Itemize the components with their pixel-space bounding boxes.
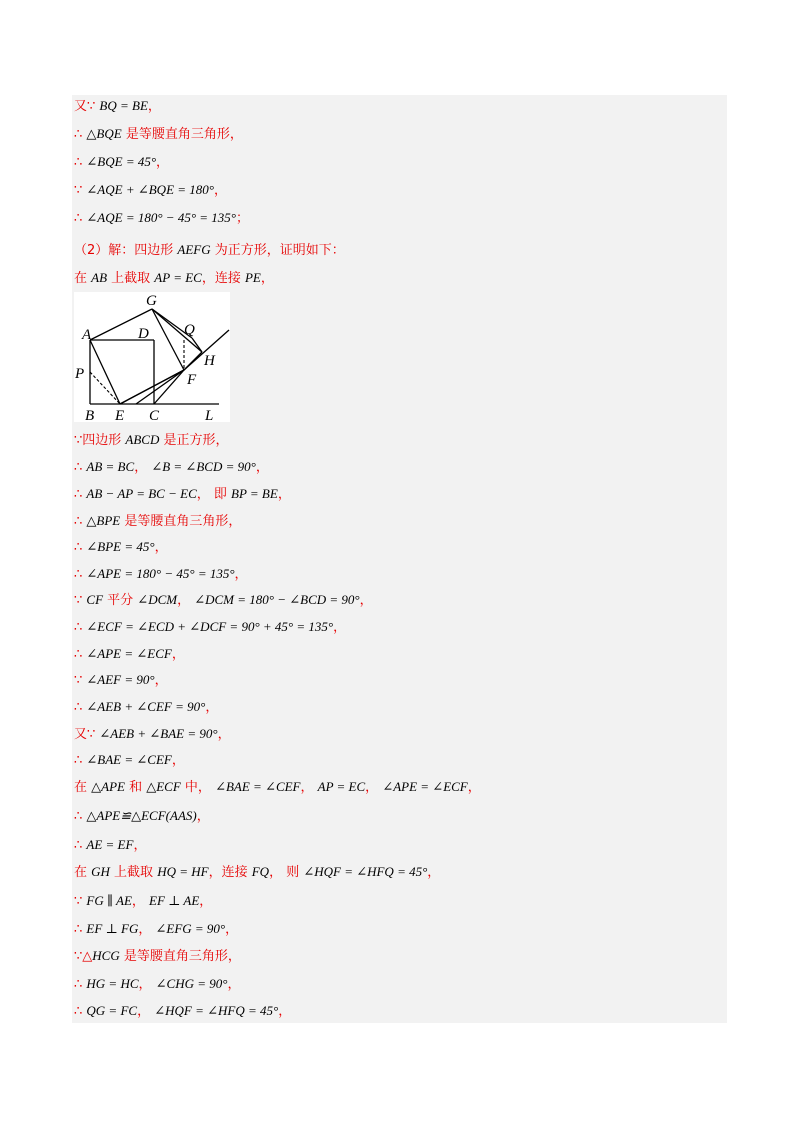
solution-line (74, 458, 269, 477)
explanation-text: ∴ (74, 809, 87, 824)
explanation-text: 和 (124, 780, 147, 795)
math-expression: ABCD (125, 432, 160, 447)
solution-line (74, 565, 248, 584)
geometry-figure (74, 292, 230, 422)
math-expression: ∠DCM = 180° − ∠BCD = 90° (194, 592, 360, 607)
label-h: H (204, 353, 215, 369)
solution-line (74, 863, 440, 882)
solution-line (74, 538, 168, 557)
explanation-text: ， 即 (196, 487, 232, 502)
explanation-text: ∴ (74, 540, 87, 555)
explanation-text: ∵ (74, 183, 87, 198)
solution-line (74, 591, 373, 610)
math-expression: ∠APE = ∠ECF (86, 646, 172, 661)
explanation-text: ， (171, 647, 185, 662)
explanation-text: ， (154, 673, 168, 688)
explanation-text: 中， (180, 780, 216, 795)
solution-line (74, 920, 238, 939)
explanation-text: 平分 (103, 593, 138, 608)
solution-line (74, 431, 229, 450)
explanation-text: ， (156, 155, 170, 170)
math-expression: ∠BPE = 45° (86, 539, 155, 554)
explanation-text: ， (138, 977, 156, 992)
explanation-text: ， (196, 809, 210, 824)
explanation-text: ， (177, 593, 195, 608)
math-expression: HQ = HF (157, 864, 209, 879)
math-expression: ∠BQE = 45° (86, 154, 157, 169)
solution-line (74, 778, 481, 797)
explanation-text: ∴ (74, 922, 87, 937)
math-expression: HCG (92, 948, 120, 963)
explanation-text: ∴ (74, 620, 87, 635)
solution-line (74, 836, 146, 855)
math-expression: ∠AEB + ∠BAE = 90° (99, 726, 218, 741)
math-expression: ∠APE = 180° − 45° = 135° (86, 566, 235, 581)
explanation-text: ∴ (74, 977, 87, 992)
math-expression: FG ∥ AE (86, 893, 132, 908)
math-expression: △APE (91, 779, 125, 794)
explanation-text: ∵ (74, 673, 87, 688)
math-expression: AP = EC (154, 270, 202, 285)
segment-hf (184, 352, 202, 370)
explanation-text: ∴ (74, 1004, 87, 1019)
math-expression: AB − AP = BC − EC (86, 486, 197, 501)
label-p: P (75, 366, 85, 382)
math-expression: △ECF (146, 779, 181, 794)
explanation-text: ， (131, 894, 150, 909)
explanation-text: ∴ (74, 155, 87, 170)
explanation-text: 上截取 (109, 865, 158, 880)
explanation-text: ∵ (74, 593, 87, 608)
label-a: A (82, 327, 92, 343)
math-expression: EF ⊥ AE (149, 893, 200, 908)
explanation-text: 又∵ (74, 99, 100, 114)
explanation-text: 是等腰直角三角形， (119, 949, 241, 964)
label-d: D (138, 326, 149, 342)
explanation-text: ； (235, 211, 249, 226)
math-expression: FQ (251, 864, 270, 879)
solution-line (74, 751, 185, 770)
math-expression: AB = BC (86, 459, 135, 474)
explanation-text: ， (171, 753, 185, 768)
math-expression: ∠ECF = ∠ECD + ∠DCF = 90° + 45° = 135° (86, 619, 334, 634)
label-q: Q (184, 322, 195, 338)
explanation-text: ∴ (74, 460, 87, 475)
explanation-text: ，连接 (201, 271, 245, 286)
solution-line (74, 181, 227, 200)
explanation-text: ∴ (74, 487, 87, 502)
solution-line (74, 807, 210, 826)
label-g: G (146, 293, 157, 309)
explanation-text: ， (255, 460, 269, 475)
explanation-text: ， (277, 487, 291, 502)
explanation-text: ， (225, 922, 239, 937)
solution-line (74, 892, 212, 911)
label-c: C (149, 408, 160, 422)
solution-line (74, 485, 291, 504)
explanation-text: ∵△ (74, 949, 93, 964)
explanation-text: 在 (74, 865, 92, 880)
math-expression: AEFG (177, 242, 211, 257)
segment-ef2 (120, 370, 184, 404)
explanation-text: ， (137, 1004, 155, 1019)
explanation-text: ∵四边形 (74, 433, 126, 448)
solution-line (74, 698, 218, 717)
solution-line (74, 209, 249, 228)
label-e: E (115, 408, 125, 422)
explanation-text: 是等腰直角三角形， (121, 127, 243, 142)
explanation-text: ， (427, 865, 441, 880)
solution-line (74, 975, 240, 994)
math-expression: GH (91, 864, 110, 879)
explanation-text: ∴ (74, 647, 87, 662)
explanation-text: ， (138, 922, 156, 937)
solution-line (74, 1002, 291, 1021)
solution-line (74, 947, 241, 966)
solution-line (74, 269, 274, 288)
math-expression: AP = EC (317, 779, 366, 794)
math-expression: ∠APE = ∠ECF (382, 779, 468, 794)
solution-line (74, 153, 169, 172)
math-expression: ∠EFG = 90° (155, 921, 226, 936)
label-l: L (205, 408, 214, 422)
explanation-text: （2）解：四边形 (74, 243, 178, 258)
solution-line (74, 512, 241, 531)
solution-line (74, 645, 185, 664)
explanation-text: ， (134, 460, 152, 475)
math-expression: QG = FC (86, 1003, 138, 1018)
math-expression: ∠AEF = 90° (86, 672, 155, 687)
explanation-text: ， (199, 894, 213, 909)
explanation-text: ， (359, 593, 373, 608)
label-b: B (85, 408, 95, 422)
explanation-text: ， (278, 1004, 292, 1019)
explanation-text: 在 (74, 780, 92, 795)
explanation-text: ， (227, 977, 241, 992)
geometry-svg (74, 292, 230, 422)
explanation-text: ∴ (74, 700, 87, 715)
explanation-text: 在 (74, 271, 92, 286)
label-f: F (187, 372, 197, 388)
explanation-text: ， (467, 780, 481, 795)
math-expression: ∠CHG = 90° (155, 976, 228, 991)
explanation-text: ∴ (74, 753, 87, 768)
content-panel (72, 95, 727, 1023)
math-expression: HG = HC (86, 976, 139, 991)
math-expression: ∠DCM (137, 592, 178, 607)
explanation-text: ∴ (74, 567, 87, 582)
math-expression: ∠AEB + ∠CEF = 90° (86, 699, 206, 714)
solution-line (74, 671, 168, 690)
math-expression: ∠AQE + ∠BQE = 180° (86, 182, 214, 197)
math-expression: BQ = BE (99, 98, 148, 113)
explanation-text: ， (147, 99, 161, 114)
math-expression: ∠BAE = ∠CEF (215, 779, 301, 794)
explanation-text: ， (154, 540, 168, 555)
explanation-text: ， (365, 780, 383, 795)
segment-bisector-cf (136, 370, 184, 404)
explanation-text: ∵ (74, 894, 87, 909)
solution-line (74, 125, 243, 144)
segment-cf (154, 370, 184, 404)
segment-gf (152, 309, 184, 370)
math-expression: ∠HQF = ∠HFQ = 45° (154, 1003, 279, 1018)
explanation-text: ， (234, 567, 248, 582)
solution-line (74, 97, 161, 116)
math-expression: ∠HQF = ∠HFQ = 45° (303, 864, 428, 879)
math-expression: ∠BAE = ∠CEF (86, 752, 172, 767)
math-expression: AE = EF (86, 837, 134, 852)
math-expression: △BQE (86, 126, 122, 141)
math-expression: ∠AQE = 180° − 45° = 135° (86, 210, 236, 225)
explanation-text: ∴ (74, 211, 87, 226)
solution-line (74, 241, 345, 260)
explanation-text: ， (213, 183, 227, 198)
explanation-text: ， (217, 727, 231, 742)
dashed-pe (90, 372, 120, 404)
explanation-text: ， (205, 700, 219, 715)
solution-line (74, 618, 346, 637)
explanation-text: 又∵ (74, 727, 100, 742)
explanation-text: ∴ (74, 838, 87, 853)
explanation-text: ，连接 (208, 865, 252, 880)
segment-ae (90, 340, 120, 404)
math-expression: △APE≌△ECF(AAS) (86, 808, 197, 823)
explanation-text: 是正方形， (159, 433, 229, 448)
explanation-text: ， (333, 620, 347, 635)
explanation-text: ， (133, 838, 147, 853)
explanation-text: ， 则 (269, 865, 304, 880)
explanation-text: 是等腰直角三角形， (120, 514, 242, 529)
math-expression: PE (244, 270, 261, 285)
explanation-text: ， (260, 271, 274, 286)
math-expression: ∠B = ∠BCD = 90° (151, 459, 256, 474)
solution-line (74, 725, 231, 744)
math-expression: CF (86, 592, 104, 607)
explanation-text: 为正方形，证明如下： (210, 243, 345, 258)
explanation-text: ∴ (74, 127, 87, 142)
math-expression: EF ⊥ FG (86, 921, 139, 936)
explanation-text: ， (300, 780, 318, 795)
math-expression: AB (91, 270, 108, 285)
explanation-text: ∴ (74, 514, 87, 529)
math-expression: BP = BE (231, 486, 278, 501)
explanation-text: 上截取 (107, 271, 155, 286)
math-expression: △BPE (86, 513, 121, 528)
